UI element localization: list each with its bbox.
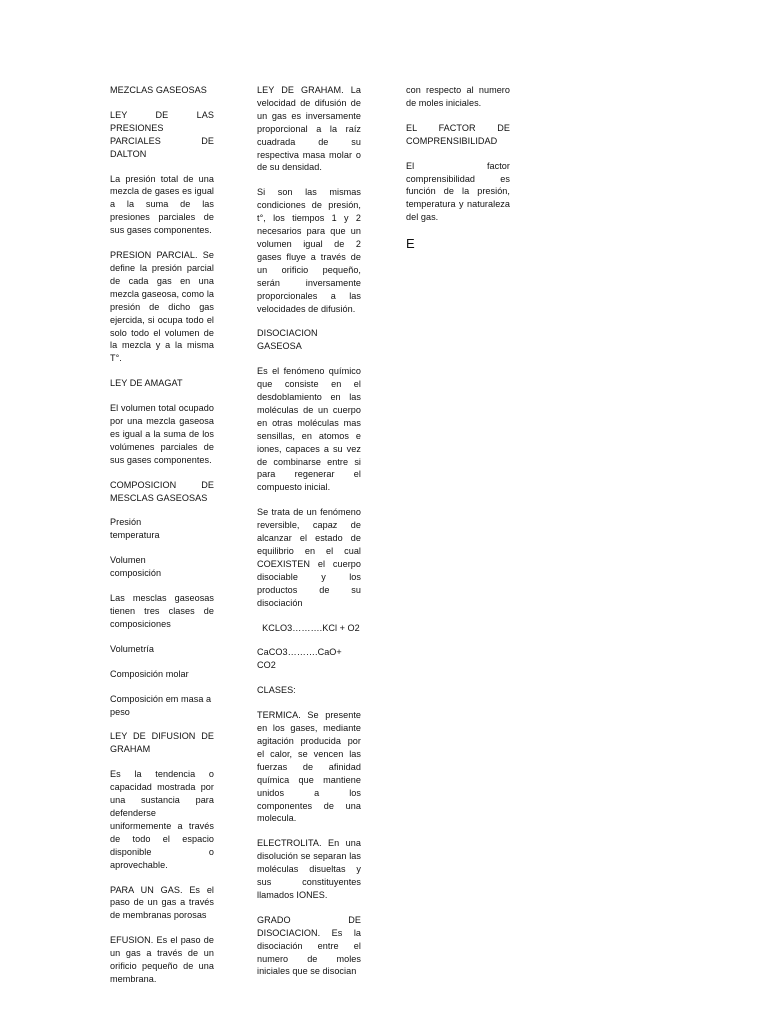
paragraph-continuacion: con respecto al numero de moles iniciales. (406, 85, 510, 108)
heading-ley-amagat: LEY DE AMAGAT (110, 378, 183, 389)
heading-ley-difusion-graham: LEY DE DIFUSION DE GRAHAM (110, 731, 214, 755)
text-column-3 (406, 84, 510, 264)
item-composicion-molar: Composición molar (110, 668, 189, 679)
paragraph-fenomeno-quimico: Es el fenómeno químico que consiste en el desdoblamiento en las moléculas de un cuerpo en otras moléculas mas sensillas, en atomos e iones, capaces a su vez de combinarse entre si para regenerar el compuesto inicial. (257, 366, 361, 493)
paragraph-fenomeno-reversible: Se trata de un fenómeno reversible, capaz de alcanzar el estado de equilibrio en el cual COEXISTEN el cuerpo disociable y los productos de su disociación (257, 507, 361, 608)
heading-disociacion-gaseosa: DISOCIACION GASEOSA (257, 328, 318, 352)
paragraph-amagat-definition: El volumen total ocupado por una mezcla gaseosa es igual a la suma de los volúmenes parciales de sus gases componentes. (110, 403, 214, 465)
paragraph-efusion: EFUSION. Es el paso de un gas a través de un orificio pequeño de una membrana. (110, 935, 214, 984)
paragraph-termica: TERMICA. Se presente en los gases, mediante agitación producida por el calor, se vencen las fuerzas de afinidad química que mantiene unidos a los componentes de una molecula. (257, 710, 361, 824)
trailing-letter: E (406, 236, 415, 252)
list-volumen-composicion: Volumen composición (110, 555, 162, 579)
paragraph-presion-parcial: PRESION PARCIAL. Se define la presión parcial de cada gas en una mezcla gaseosa, como la presión de dicho gas ejercida, si ocupa todo el solo todo el volumen de la mezcla y a la misma T°. (110, 250, 214, 364)
formula-kclo3: KCLO3……….KCl + O2 (257, 622, 360, 633)
item-volumetria: Volumetría (110, 643, 154, 654)
paragraph-condiciones: Si son las mismas condiciones de presión, t°, los tiempos 1 y 2 necesarios para que un volumen igual de 2 gases fluye a través de un orificio pequeño, serán inversamente proporcionales a las velocidades de difusión. (257, 187, 361, 314)
heading-ley-dalton: LEY DE LAS PRESIONES PARCIALES DE DALTON (110, 109, 214, 159)
formula-caco3: CaCO3……….CaO+ CO2 (257, 647, 342, 671)
heading-composicion: COMPOSICION DE MESCLAS GASEOSAS (110, 479, 214, 503)
paragraph-electrolita: ELECTROLITA. En una disolución se separan las moléculas disueltas y sus constituyentes llamados IONES. (257, 838, 361, 900)
paragraph-grado-disociacion: GRADO DE DISOCIACION. Es la disociación entre el numero de moles iniciales que se disocian (257, 914, 361, 977)
paragraph-ley-graham: LEY DE GRAHAM. La velocidad de difusión de un gas es inversamente proporcional a la raíz cuadrada de su respectiva masa molar o de su densidad. (257, 85, 361, 173)
text-column-2 (257, 84, 361, 990)
list-presion-temperatura: Presión temperatura (110, 517, 160, 541)
heading-clases: CLASES: (257, 685, 296, 696)
heading-mezclas-gaseosas: MEZCLAS GASEOSAS (110, 85, 207, 95)
paragraph-para-un-gas: PARA UN GAS. Es el paso de un gas a través de membranas porosas (110, 884, 214, 921)
item-composicion-masa: Composición em masa a peso (110, 693, 212, 717)
paragraph-factor-definition: El factor comprensibilidad es función de la presión, temperatura y naturaleza del gas. (406, 160, 510, 223)
text-column-1 (110, 84, 214, 998)
paragraph-difusion-definition: Es la tendencia o capacidad mostrada por una sustancia para defenderse uniformemente a través de todo el espacio disponible o aprovechable. (110, 769, 214, 870)
paragraph-tres-clases: Las mesclas gaseosas tienen tres clases de composiciones (110, 593, 214, 629)
heading-factor-comprensibilidad: EL FACTOR DE COMPRENSIBILIDAD (406, 122, 510, 146)
paragraph-dalton-definition: La presión total de una mezcla de gases es igual a la suma de las presiones parciales de sus gases componentes. (110, 173, 214, 236)
